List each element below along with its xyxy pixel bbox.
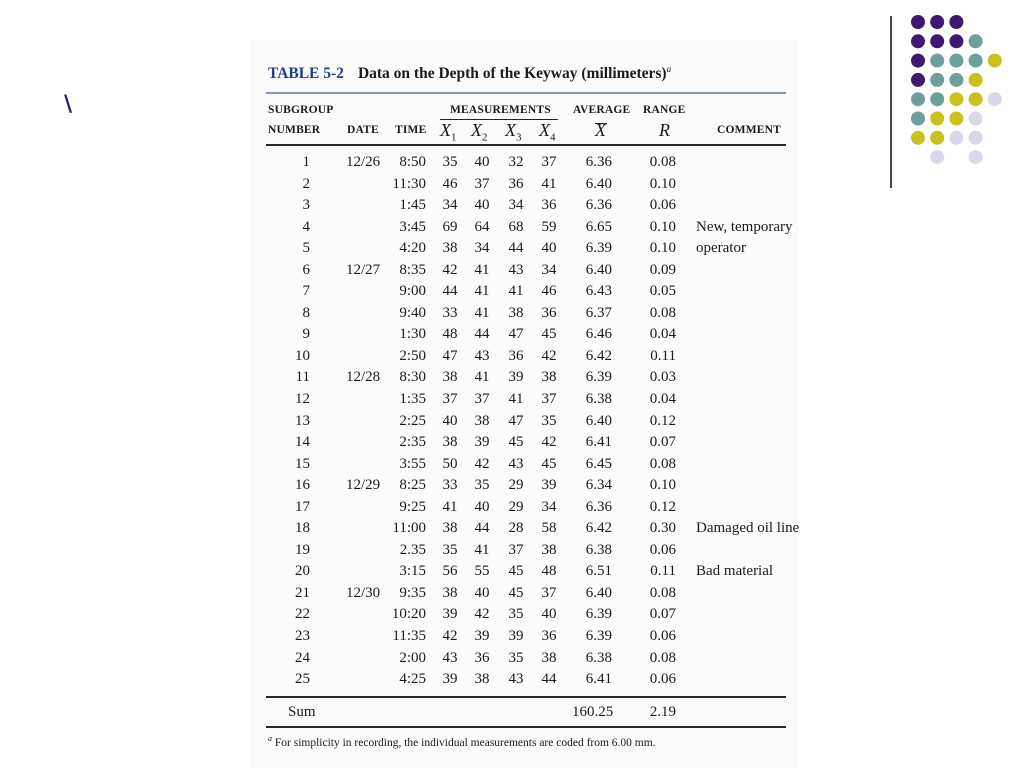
decorative-dot <box>930 92 944 106</box>
cell-average: 6.34 <box>585 477 612 494</box>
decorative-dot <box>930 15 944 29</box>
cell-x4: 45 <box>541 455 557 472</box>
cell-subgroup: 3 <box>302 197 310 214</box>
cell-x1: 42 <box>442 628 458 645</box>
cell-subgroup: 20 <box>295 563 310 580</box>
decorative-dot <box>911 73 925 87</box>
cell-x4: 36 <box>541 304 557 321</box>
cell-subgroup: 10 <box>295 347 310 364</box>
cell-range: 0.10 <box>649 218 676 235</box>
decorative-dot <box>969 92 983 106</box>
cell-time: 2:35 <box>399 434 426 451</box>
header-x1: $X_1$ <box>440 120 457 144</box>
table-row <box>250 174 798 196</box>
cell-range: 0.08 <box>649 584 676 601</box>
cell-x4: 39 <box>541 477 557 494</box>
cell-x3: 36 <box>508 175 524 192</box>
cell-time: 4:25 <box>399 671 426 688</box>
cell-x1: 37 <box>442 391 458 408</box>
cell-x1: 35 <box>442 154 458 170</box>
cell-subgroup: 17 <box>295 498 310 515</box>
cell-x1: 39 <box>442 671 458 688</box>
cell-x4: 42 <box>541 347 557 364</box>
cell-x4: 37 <box>541 154 557 170</box>
cell-x1: 38 <box>442 369 458 386</box>
cell-x1: 69 <box>442 218 458 235</box>
decorative-dot <box>930 112 944 126</box>
cell-average: 6.39 <box>585 240 612 257</box>
cell-x4: 42 <box>541 434 557 451</box>
cell-x4: 44 <box>541 671 557 688</box>
cell-x2: 44 <box>474 326 490 343</box>
cell-time: 9:35 <box>399 584 426 601</box>
cell-x2: 41 <box>474 283 490 300</box>
cell-x3: 29 <box>508 498 524 515</box>
cell-x2: 41 <box>474 304 490 321</box>
table-row <box>250 648 798 670</box>
cell-x4: 45 <box>541 326 557 343</box>
decorative-dot <box>949 34 963 48</box>
decorative-dot <box>949 131 963 145</box>
header-subgroup: SUBGROUP <box>268 104 334 116</box>
cell-x3: 32 <box>508 154 524 170</box>
table-row <box>250 152 798 174</box>
cell-x3: 43 <box>508 671 524 688</box>
cell-subgroup: 1 <box>302 154 310 170</box>
cell-x2: 40 <box>474 197 490 214</box>
cell-x3: 43 <box>508 455 524 472</box>
cell-x4: 48 <box>541 563 557 580</box>
cell-x2: 64 <box>474 218 490 235</box>
cell-x3: 45 <box>508 584 524 601</box>
cell-x3: 37 <box>508 541 524 558</box>
sum-range: 2.19 <box>649 704 676 720</box>
cell-x3: 68 <box>508 218 524 235</box>
header-comment: COMMENT <box>717 124 782 136</box>
decorative-dot <box>949 15 963 29</box>
cell-x3: 39 <box>508 369 524 386</box>
cell-range: 0.08 <box>649 649 676 666</box>
cell-average: 6.43 <box>585 283 612 300</box>
table-row <box>250 561 798 583</box>
cell-average: 6.42 <box>585 347 612 364</box>
cell-x1: 39 <box>442 606 458 623</box>
decorative-dot <box>949 92 963 106</box>
cell-average: 6.36 <box>585 197 612 214</box>
cell-time: 9:25 <box>399 498 426 515</box>
cell-comment: operator <box>696 240 746 257</box>
cell-range: 0.10 <box>649 240 676 257</box>
decorative-dot <box>949 54 963 68</box>
cell-average: 6.37 <box>585 304 612 321</box>
decorative-dot <box>911 112 925 126</box>
scanned-table-page <box>250 40 798 768</box>
cell-time: 4:20 <box>399 240 426 257</box>
cell-x2: 35 <box>474 477 490 494</box>
table-row <box>250 669 798 691</box>
cell-range: 0.03 <box>649 369 676 386</box>
title-footnote-mark: a <box>666 64 672 74</box>
cell-x1: 41 <box>442 498 458 515</box>
cell-average: 6.42 <box>585 520 612 537</box>
cell-comment: Damaged oil line <box>696 520 800 537</box>
decorative-dot <box>988 92 1002 106</box>
cell-subgroup: 15 <box>295 455 310 472</box>
table-row <box>250 540 798 562</box>
cell-range: 0.30 <box>649 520 676 537</box>
cell-subgroup: 22 <box>295 606 310 623</box>
decorative-dot <box>949 73 963 87</box>
cell-date: 12/26 <box>346 154 381 170</box>
cell-time: 10:20 <box>391 606 426 623</box>
table-row <box>250 238 798 260</box>
cell-range: 0.07 <box>649 606 676 623</box>
decorative-dot <box>969 34 983 48</box>
table-row <box>250 475 798 497</box>
decorative-dot <box>969 131 983 145</box>
cell-subgroup: 25 <box>295 671 310 688</box>
table-footnote <box>268 734 656 749</box>
cell-subgroup: 19 <box>295 541 310 558</box>
decorative-dot <box>911 54 925 68</box>
cell-time: 8:30 <box>399 369 426 386</box>
footnote-text: For simplicity in recording, the individual measurements are coded from 6.00 mm. <box>274 736 656 749</box>
table-row <box>250 281 798 303</box>
cell-x4: 38 <box>541 649 557 666</box>
cell-range: 0.06 <box>649 628 676 645</box>
cell-range: 0.12 <box>649 412 676 429</box>
slide-corner-mark: \ <box>64 92 73 117</box>
table-row <box>250 324 798 346</box>
cell-x2: 38 <box>474 671 490 688</box>
cell-x2: 37 <box>474 175 490 192</box>
cell-subgroup: 8 <box>302 304 310 321</box>
cell-x1: 38 <box>442 240 458 257</box>
cell-time: 1:45 <box>399 197 426 214</box>
cell-subgroup: 18 <box>295 520 310 537</box>
cell-time: 8:25 <box>399 477 426 494</box>
cell-average: 6.36 <box>585 154 612 170</box>
table-row <box>250 432 798 454</box>
cell-range: 0.04 <box>649 391 676 408</box>
cell-average: 6.51 <box>585 563 612 580</box>
cell-x1: 38 <box>442 434 458 451</box>
sum-label: Sum <box>288 704 316 720</box>
cell-average: 6.38 <box>585 649 612 666</box>
cell-average: 6.40 <box>585 261 612 278</box>
cell-x4: 46 <box>541 283 557 300</box>
cell-x2: 41 <box>474 261 490 278</box>
header-date: DATE <box>347 124 379 136</box>
cell-subgroup: 9 <box>302 326 310 343</box>
header-range-symbol: R <box>659 120 670 140</box>
cell-x1: 38 <box>442 520 458 537</box>
cell-average: 6.41 <box>585 434 612 451</box>
decorative-dot <box>949 112 963 126</box>
cell-range: 0.07 <box>649 434 676 451</box>
cell-average: 6.40 <box>585 412 612 429</box>
cell-range: 0.08 <box>649 304 676 321</box>
cell-subgroup: 23 <box>295 628 310 645</box>
cell-x2: 42 <box>474 455 490 472</box>
cell-time: 3:15 <box>399 563 426 580</box>
cell-subgroup: 24 <box>295 649 310 666</box>
cell-x3: 35 <box>508 606 524 623</box>
cell-average: 6.36 <box>585 498 612 515</box>
cell-time: 11:00 <box>392 520 426 537</box>
cell-time: 2:25 <box>399 412 426 429</box>
cell-subgroup: 4 <box>302 218 310 235</box>
cell-subgroup: 7 <box>302 283 310 300</box>
table-row <box>250 454 798 476</box>
cell-x4: 34 <box>541 498 557 515</box>
decorative-dot <box>911 92 925 106</box>
table-row <box>250 303 798 325</box>
cell-x2: 41 <box>474 541 490 558</box>
table-row <box>250 497 798 519</box>
cell-time: 2:00 <box>399 649 426 666</box>
footnote-mark: a <box>268 734 272 743</box>
table-body <box>250 152 798 691</box>
table-row <box>250 626 798 648</box>
cell-x2: 36 <box>474 649 490 666</box>
header-x4: $X_4$ <box>539 120 556 144</box>
cell-time: 3:55 <box>399 455 426 472</box>
cell-average: 6.65 <box>585 218 612 235</box>
cell-x4: 38 <box>541 541 557 558</box>
cell-x1: 38 <box>442 584 458 601</box>
cell-x2: 43 <box>474 347 490 364</box>
cell-date: 12/29 <box>346 477 381 494</box>
cell-x3: 45 <box>508 563 524 580</box>
table-row <box>250 346 798 368</box>
decorative-dot <box>911 15 925 29</box>
cell-x3: 44 <box>508 240 524 257</box>
cell-range: 0.06 <box>649 541 676 558</box>
table-row <box>250 604 798 626</box>
cell-comment: Bad material <box>696 563 774 580</box>
cell-range: 0.09 <box>649 261 676 278</box>
cell-range: 0.10 <box>649 477 676 494</box>
cell-x1: 47 <box>442 347 458 364</box>
decorative-dot <box>911 131 925 145</box>
cell-x1: 43 <box>442 649 458 666</box>
decorative-dot <box>930 150 944 164</box>
decorative-dot <box>969 73 983 87</box>
cell-x3: 43 <box>508 261 524 278</box>
cell-x4: 59 <box>541 218 557 235</box>
sum-average: 160.25 <box>572 704 614 720</box>
table-row <box>250 583 798 605</box>
cell-date: 12/30 <box>346 584 381 601</box>
table-title <box>268 64 671 83</box>
header-time: TIME <box>395 124 427 136</box>
cell-x4: 35 <box>541 412 557 429</box>
cell-time: 8:50 <box>399 154 426 170</box>
cell-x1: 40 <box>442 412 458 429</box>
cell-x2: 37 <box>474 391 490 408</box>
cell-time: 11:30 <box>392 175 426 192</box>
cell-x3: 41 <box>508 283 524 300</box>
cell-average: 6.46 <box>585 326 612 343</box>
header-average-symbol: X <box>595 120 606 140</box>
decorative-dot-grid <box>908 12 1018 172</box>
cell-x4: 40 <box>541 240 557 257</box>
decorative-divider-line <box>890 16 892 188</box>
header-measurements: MEASUREMENTS <box>450 104 551 116</box>
cell-x4: 36 <box>541 197 557 214</box>
cell-average: 6.41 <box>585 671 612 688</box>
cell-x1: 33 <box>442 304 458 321</box>
header-x2: $X_2$ <box>471 120 488 144</box>
cell-range: 0.05 <box>649 283 676 300</box>
cell-x3: 47 <box>508 326 524 343</box>
sum-top-rule <box>266 696 786 698</box>
cell-range: 0.08 <box>649 455 676 472</box>
table-row <box>250 411 798 433</box>
cell-subgroup: 13 <box>295 412 310 429</box>
cell-x2: 44 <box>474 520 490 537</box>
cell-range: 0.06 <box>649 197 676 214</box>
cell-x1: 44 <box>442 283 458 300</box>
cell-x2: 40 <box>474 498 490 515</box>
cell-x4: 37 <box>541 391 557 408</box>
cell-time: 9:00 <box>399 283 426 300</box>
cell-range: 0.06 <box>649 671 676 688</box>
cell-average: 6.39 <box>585 628 612 645</box>
table-row <box>250 518 798 540</box>
header-range: RANGE <box>643 104 686 116</box>
cell-time: 2.35 <box>399 541 426 558</box>
decorative-dot <box>911 34 925 48</box>
cell-x1: 34 <box>442 197 458 214</box>
cell-range: 0.11 <box>650 347 676 364</box>
decorative-dot <box>930 73 944 87</box>
header-x3: $X_3$ <box>505 120 522 144</box>
cell-x3: 47 <box>508 412 524 429</box>
decorative-dot <box>969 150 983 164</box>
cell-subgroup: 21 <box>295 584 310 601</box>
cell-x3: 41 <box>508 391 524 408</box>
cell-x3: 29 <box>508 477 524 494</box>
cell-x4: 41 <box>541 175 557 192</box>
cell-x1: 42 <box>442 261 458 278</box>
cell-average: 6.40 <box>585 175 612 192</box>
cell-x3: 36 <box>508 347 524 364</box>
cell-average: 6.39 <box>585 369 612 386</box>
cell-time: 9:40 <box>399 304 426 321</box>
cell-x2: 38 <box>474 412 490 429</box>
sum-bottom-rule <box>266 726 786 728</box>
cell-x3: 39 <box>508 628 524 645</box>
cell-x4: 40 <box>541 606 557 623</box>
cell-comment: New, temporary <box>696 218 793 235</box>
cell-x3: 28 <box>508 520 524 537</box>
cell-x1: 35 <box>442 541 458 558</box>
cell-subgroup: 12 <box>295 391 310 408</box>
cell-x4: 34 <box>541 261 557 278</box>
decorative-dot <box>930 131 944 145</box>
table-row <box>250 260 798 282</box>
cell-x3: 34 <box>508 197 524 214</box>
decorative-dot <box>969 112 983 126</box>
cell-date: 12/28 <box>346 369 381 386</box>
cell-average: 6.39 <box>585 606 612 623</box>
cell-x2: 34 <box>474 240 490 257</box>
cell-average: 6.45 <box>585 455 612 472</box>
cell-x4: 37 <box>541 584 557 601</box>
cell-x2: 40 <box>474 584 490 601</box>
cell-time: 2:50 <box>399 347 426 364</box>
cell-subgroup: 6 <box>302 261 310 278</box>
title-rule <box>266 92 786 94</box>
cell-range: 0.04 <box>649 326 676 343</box>
cell-range: 0.10 <box>649 175 676 192</box>
cell-x2: 39 <box>474 628 490 645</box>
cell-time: 8:35 <box>399 261 426 278</box>
table-row <box>250 217 798 239</box>
cell-time: 11:35 <box>392 628 426 645</box>
cell-subgroup: 11 <box>295 369 310 386</box>
sum-row <box>250 702 798 726</box>
cell-time: 1:35 <box>399 391 426 408</box>
cell-x2: 41 <box>474 369 490 386</box>
cell-x2: 55 <box>474 563 490 580</box>
cell-range: 0.12 <box>649 498 676 515</box>
cell-subgroup: 2 <box>302 175 310 192</box>
cell-date: 12/27 <box>346 261 381 278</box>
header-average: AVERAGE <box>573 104 631 116</box>
cell-x4: 38 <box>541 369 557 386</box>
cell-x1: 56 <box>442 563 458 580</box>
cell-x3: 38 <box>508 304 524 321</box>
decorative-dot <box>930 34 944 48</box>
decorative-dot <box>930 54 944 68</box>
cell-x3: 45 <box>508 434 524 451</box>
cell-range: 0.11 <box>650 563 676 580</box>
cell-average: 6.38 <box>585 541 612 558</box>
table-row <box>250 389 798 411</box>
cell-average: 6.38 <box>585 391 612 408</box>
cell-x1: 50 <box>442 455 458 472</box>
table-row <box>250 195 798 217</box>
cell-x1: 33 <box>442 477 458 494</box>
cell-average: 6.40 <box>585 584 612 601</box>
cell-x1: 48 <box>442 326 458 343</box>
cell-x2: 42 <box>474 606 490 623</box>
table-row <box>250 367 798 389</box>
cell-x1: 46 <box>442 175 458 192</box>
cell-x2: 39 <box>474 434 490 451</box>
cell-x4: 36 <box>541 628 557 645</box>
cell-range: 0.08 <box>649 154 676 170</box>
decorative-dot <box>969 54 983 68</box>
table-label: TABLE 5-2 <box>268 65 344 83</box>
cell-x3: 35 <box>508 649 524 666</box>
cell-subgroup: 5 <box>302 240 310 257</box>
table-title-text: Data on the Depth of the Keyway (millimeters) <box>357 65 667 83</box>
cell-subgroup: 14 <box>295 434 310 451</box>
header-number: NUMBER <box>268 124 321 136</box>
cell-x4: 58 <box>541 520 557 537</box>
header-rule <box>266 144 786 146</box>
cell-time: 1:30 <box>399 326 426 343</box>
decorative-dot <box>988 54 1002 68</box>
cell-time: 3:45 <box>399 218 426 235</box>
cell-x2: 40 <box>474 154 490 170</box>
cell-subgroup: 16 <box>295 477 310 494</box>
